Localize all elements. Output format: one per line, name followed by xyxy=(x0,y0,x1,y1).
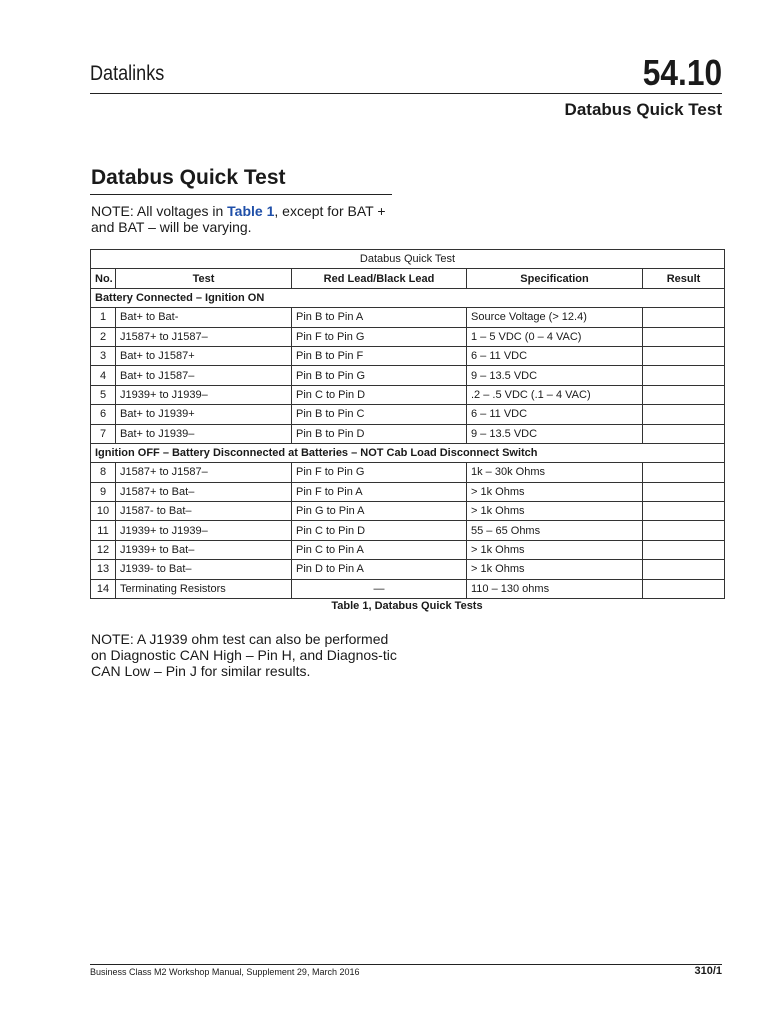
table-row xyxy=(91,385,725,404)
cell-leads: Pin B to Pin G xyxy=(292,366,467,385)
column-header-test: Test xyxy=(116,269,292,288)
cell-no: 5 xyxy=(91,385,116,404)
cell-result xyxy=(643,502,725,521)
table-row xyxy=(91,327,725,346)
table-row xyxy=(91,308,725,327)
note-j1939: NOTE: A J1939 ohm test can also be performed on Diagnostic CAN High – Pin H, and Diagnos-tic CAN Low – Pin J for similar results. xyxy=(91,631,397,679)
cell-leads: Pin C to Pin A xyxy=(292,540,467,559)
cell-specification: > 1k Ohms xyxy=(467,540,643,559)
cell-test: J1587+ to J1587– xyxy=(116,463,292,482)
table-header-row xyxy=(91,269,725,288)
cell-leads: Pin C to Pin D xyxy=(292,521,467,540)
column-header-no: No. xyxy=(91,269,116,288)
cell-result xyxy=(643,482,725,501)
section-number: 54.10 xyxy=(642,52,722,93)
cell-result xyxy=(643,424,725,443)
table-group-label: Ignition OFF – Battery Disconnected at Batteries – NOT Cab Load Disconnect Switch xyxy=(91,443,725,462)
header-rule xyxy=(90,93,722,94)
cell-test: J1939- to Bat– xyxy=(116,560,292,579)
table-title-row xyxy=(91,250,725,269)
cell-specification: 1 – 5 VDC (0 – 4 VAC) xyxy=(467,327,643,346)
cell-leads: Pin B to Pin A xyxy=(292,308,467,327)
column-header-leads: Red Lead/Black Lead xyxy=(292,269,467,288)
cell-result xyxy=(643,560,725,579)
cell-leads: — xyxy=(292,579,467,598)
cell-test: J1587+ to Bat– xyxy=(116,482,292,501)
cell-specification: > 1k Ohms xyxy=(467,502,643,521)
table-row xyxy=(91,366,725,385)
cell-no: 6 xyxy=(91,405,116,424)
cell-result xyxy=(643,366,725,385)
cell-leads: Pin B to Pin F xyxy=(292,346,467,365)
cell-result xyxy=(643,540,725,559)
cell-no: 13 xyxy=(91,560,116,579)
table-row xyxy=(91,346,725,365)
cell-specification: 9 – 13.5 VDC xyxy=(467,366,643,385)
table-group-row xyxy=(91,443,725,462)
footer-rule xyxy=(90,964,722,965)
column-header-result: Result xyxy=(643,269,725,288)
page-number: 310/1 xyxy=(694,965,722,977)
cell-specification: 110 – 130 ohms xyxy=(467,579,643,598)
cell-test: Terminating Resistors xyxy=(116,579,292,598)
cell-test: Bat+ to J1939– xyxy=(116,424,292,443)
cell-no: 14 xyxy=(91,579,116,598)
cell-result xyxy=(643,327,725,346)
cell-result xyxy=(643,463,725,482)
section-name: Datalinks xyxy=(90,62,165,85)
note-voltages xyxy=(91,203,411,235)
cell-test: J1939+ to J1939– xyxy=(116,521,292,540)
section-title-rule xyxy=(90,194,392,195)
cell-result xyxy=(643,405,725,424)
cell-specification: 6 – 11 VDC xyxy=(467,346,643,365)
cell-test: J1939+ to Bat– xyxy=(116,540,292,559)
cell-specification: 1k – 30k Ohms xyxy=(467,463,643,482)
cell-specification: > 1k Ohms xyxy=(467,482,643,501)
cell-test: J1587- to Bat– xyxy=(116,502,292,521)
cell-leads: Pin D to Pin A xyxy=(292,560,467,579)
cell-result xyxy=(643,579,725,598)
table-1-link[interactable]: Table 1 xyxy=(227,203,275,219)
cell-leads: Pin F to Pin A xyxy=(292,482,467,501)
databus-quick-test-table xyxy=(90,249,725,599)
cell-specification: Source Voltage (> 12.4) xyxy=(467,308,643,327)
cell-no: 10 xyxy=(91,502,116,521)
table-row xyxy=(91,579,725,598)
table-row xyxy=(91,424,725,443)
table-group-row xyxy=(91,288,725,307)
cell-result xyxy=(643,346,725,365)
table-row xyxy=(91,540,725,559)
cell-no: 2 xyxy=(91,327,116,346)
table-row xyxy=(91,405,725,424)
cell-result xyxy=(643,308,725,327)
cell-leads: Pin G to Pin A xyxy=(292,502,467,521)
cell-test: J1939+ to J1939– xyxy=(116,385,292,404)
cell-no: 12 xyxy=(91,540,116,559)
table-row xyxy=(91,463,725,482)
cell-test: Bat+ to Bat- xyxy=(116,308,292,327)
cell-no: 4 xyxy=(91,366,116,385)
cell-leads: Pin B to Pin D xyxy=(292,424,467,443)
cell-no: 8 xyxy=(91,463,116,482)
note-voltages-prefix: NOTE: All voltages in xyxy=(91,203,228,219)
cell-no: 9 xyxy=(91,482,116,501)
cell-result xyxy=(643,521,725,540)
column-header-specification: Specification xyxy=(467,269,643,288)
table-row xyxy=(91,560,725,579)
cell-test: Bat+ to J1587– xyxy=(116,366,292,385)
cell-leads: Pin B to Pin C xyxy=(292,405,467,424)
note-voltages-suffix: , except for BAT + and BAT – will be varying. xyxy=(91,203,386,235)
cell-test: Bat+ to J1587+ xyxy=(116,346,292,365)
footer-manual-title: Business Class M2 Workshop Manual, Supplement 29, March 2016 xyxy=(90,967,360,977)
cell-specification: > 1k Ohms xyxy=(467,560,643,579)
cell-specification: .2 – .5 VDC (.1 – 4 VAC) xyxy=(467,385,643,404)
cell-test: Bat+ to J1939+ xyxy=(116,405,292,424)
table-caption: Table 1, Databus Quick Tests xyxy=(331,600,483,612)
cell-leads: Pin F to Pin G xyxy=(292,327,467,346)
table-title: Databus Quick Test xyxy=(91,250,725,269)
table-row xyxy=(91,482,725,501)
cell-leads: Pin F to Pin G xyxy=(292,463,467,482)
cell-specification: 55 – 65 Ohms xyxy=(467,521,643,540)
cell-no: 1 xyxy=(91,308,116,327)
cell-specification: 6 – 11 VDC xyxy=(467,405,643,424)
table-row xyxy=(91,521,725,540)
cell-result xyxy=(643,385,725,404)
cell-test: J1587+ to J1587– xyxy=(116,327,292,346)
header-subtitle: Databus Quick Test xyxy=(564,100,722,119)
section-title: Databus Quick Test xyxy=(91,166,286,189)
cell-specification: 9 – 13.5 VDC xyxy=(467,424,643,443)
cell-no: 7 xyxy=(91,424,116,443)
cell-leads: Pin C to Pin D xyxy=(292,385,467,404)
cell-no: 11 xyxy=(91,521,116,540)
table-group-label: Battery Connected – Ignition ON xyxy=(91,288,725,307)
table-row xyxy=(91,502,725,521)
cell-no: 3 xyxy=(91,346,116,365)
